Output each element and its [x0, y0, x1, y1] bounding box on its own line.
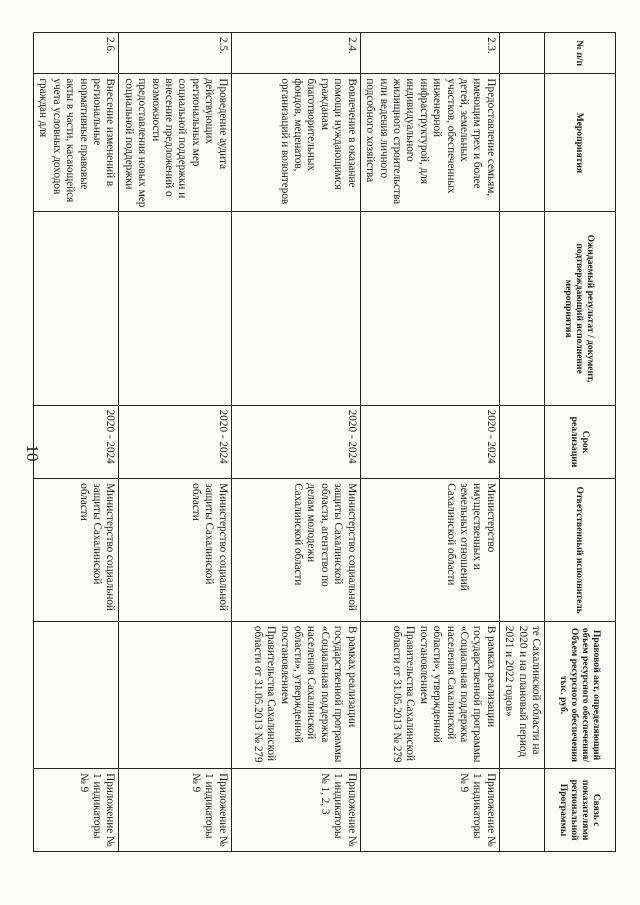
- table-row: [119, 33, 231, 852]
- cell-result: [34, 212, 119, 405]
- cell-term: 2020 - 2024: [360, 405, 499, 479]
- cell-link: Приложение № 1 индикаторы № 1, 2, 3: [231, 769, 360, 852]
- header-legal-act: Правовой акт, определяющий объем ресурсного обеспечения/Объем ресурсного обеспечения тыс. руб.: [545, 621, 616, 768]
- cell-executor: Министерство социальной защиты Сахалинской области: [119, 479, 231, 622]
- cell-event: Вовлечение в оказание помощи нуждающимся гражданам благотворительных фондов, меценатов, организаций и волонтеров: [231, 74, 360, 212]
- cell-result: [499, 212, 544, 405]
- header-executor: Ответственный исполнитель: [545, 479, 616, 622]
- cell-number: 2.5.: [119, 33, 231, 74]
- cell-executor: Министерство имущественных и земельных отношений Сахалинской области: [360, 479, 499, 622]
- cell-legal-act: В рамках реализации государственной программы «Социальная поддержка населения Сахалинской области», утвержденной постановлением Правительства Сахалинской области от 31.05.2013 № 279: [360, 621, 499, 768]
- cell-event: Проведение аудита действующих региональных мер социальной поддержки и внесение предложений о возможности предоставления новых мер социальной поддержки: [119, 74, 231, 212]
- cell-number: 2.4.: [231, 33, 360, 74]
- cell-event: Предоставление семьям, имеющим трех и более детей, земельных участков, обеспеченных инженерной инфраструктурой, для индивидуального жилищного строительства или ведения личного подсобного хозяйства: [360, 74, 499, 212]
- table-row: [499, 33, 544, 852]
- cell-term: 2020 - 2024: [231, 405, 360, 479]
- header-result: Ожидаемый результат / документ, подтверждающий исполнение мероприятия: [545, 212, 616, 405]
- header-link: Связь с показателями региональной Программы: [545, 769, 616, 852]
- table-header-row: [545, 33, 616, 852]
- cell-executor: [499, 479, 544, 622]
- table-row: [360, 33, 499, 852]
- table-row: [34, 33, 119, 852]
- cell-number: 2.3.: [360, 33, 499, 74]
- cell-term: 2020 - 2024: [34, 405, 119, 479]
- header-number: № п/п: [545, 33, 616, 74]
- cell-event: [499, 74, 544, 212]
- cell-result: [119, 212, 231, 405]
- cell-link: Приложение № 1 индикаторы № 9: [34, 769, 119, 852]
- measures-table: [33, 32, 616, 852]
- cell-result: [360, 212, 499, 405]
- cell-legal-act: [119, 621, 231, 768]
- table-wrapper: [37, 32, 616, 852]
- cell-result: [231, 212, 360, 405]
- cell-executor: Министерство социальной защиты Сахалинской области, агентство по делам молодежи Сахалинской области: [231, 479, 360, 622]
- cell-legal-act: те Сахалинской области на 2020 и на плановый период 2021 и 2022 годов»: [499, 621, 544, 768]
- table-row: [231, 33, 360, 852]
- cell-executor: Министерство социальной защиты Сахалинской области: [34, 479, 119, 622]
- cell-event: Внесение изменений в региональные нормативные правовые акты в части, касающейся учета условных доходов граждан для: [34, 74, 119, 212]
- cell-number: [499, 33, 544, 74]
- cell-link: [499, 769, 544, 852]
- cell-legal-act: В рамках реализации государственной программы «Социальная поддержка населения Сахалинской области», утвержденной постановлением Правительства Сахалинской области от 31.05.2013 № 279: [231, 621, 360, 768]
- cell-term: 2020 - 2024: [119, 405, 231, 479]
- header-event: Мероприятия: [545, 74, 616, 212]
- page-number: 10: [23, 444, 42, 462]
- cell-term: [499, 405, 544, 479]
- cell-legal-act: [34, 621, 119, 768]
- cell-link: Приложение № 1 индикаторы № 9: [119, 769, 231, 852]
- cell-link: Приложение № 1 индикаторы № 9: [360, 769, 499, 852]
- cell-number: 2.6.: [34, 33, 119, 74]
- header-term: Срок реализации: [545, 405, 616, 479]
